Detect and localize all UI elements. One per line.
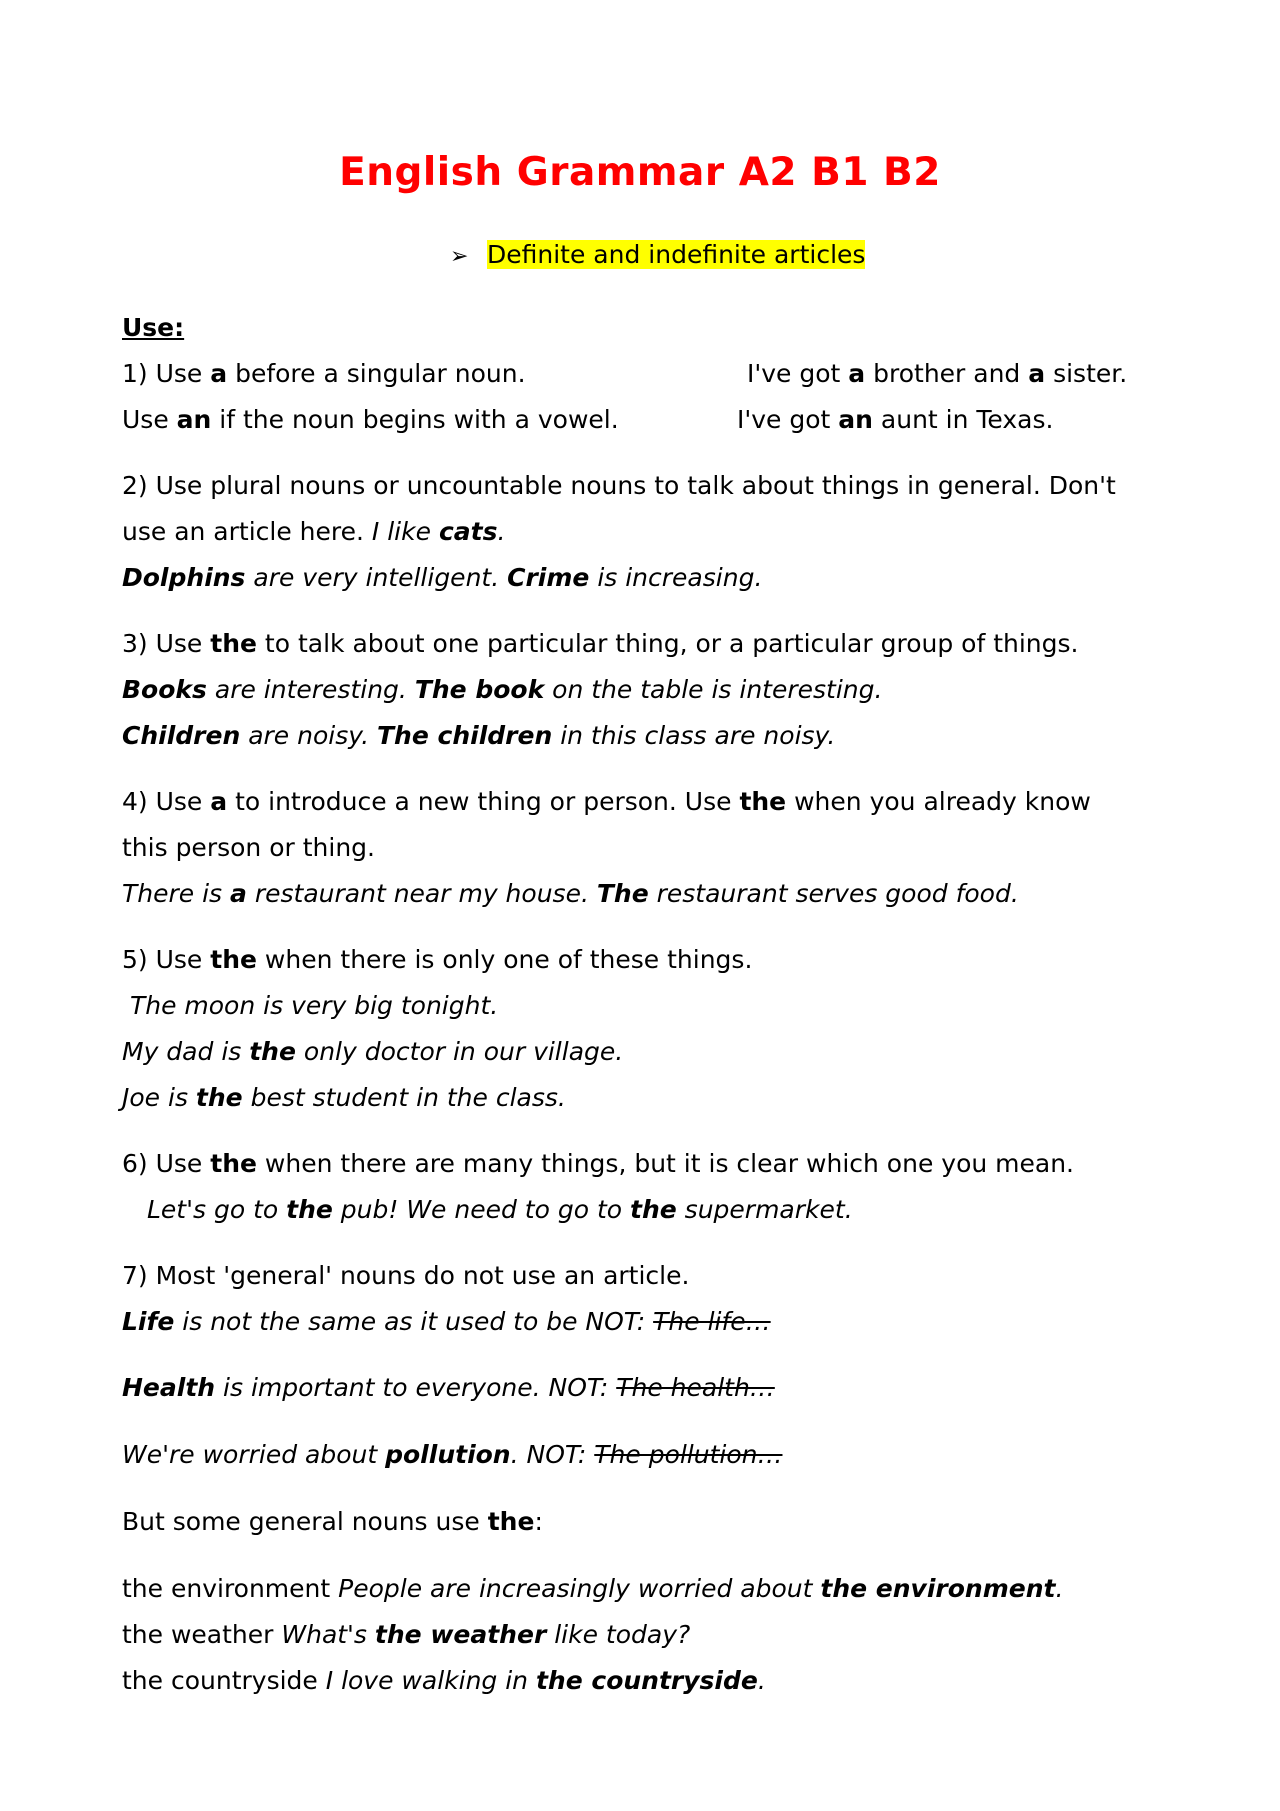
- text: a: [210, 787, 228, 816]
- general-noun-environment: [122, 1566, 1172, 1612]
- text: Joe is: [122, 1083, 196, 1112]
- text: Let's go to: [147, 1195, 287, 1224]
- text: The moon is very big tonight.: [122, 991, 499, 1020]
- text: the: [210, 629, 257, 658]
- text: restaurant near my house.: [246, 879, 597, 908]
- text: Health: [122, 1373, 216, 1402]
- text: brother and: [865, 359, 1029, 388]
- text: best student in the class.: [242, 1083, 566, 1112]
- text: pub! We need to go to: [332, 1195, 631, 1224]
- text: the: [630, 1195, 677, 1224]
- text: in this class are noisy.: [552, 721, 836, 750]
- rule-2-line-1: 2) Use plural nouns or uncountable nouns to talk about things in general. Don't: [122, 471, 1116, 500]
- text: a: [1028, 359, 1046, 388]
- text: the countryside: [535, 1666, 758, 1695]
- text: Books: [122, 675, 207, 704]
- text: to introduce a new thing or person. Use: [227, 787, 740, 816]
- text: 4) Use: [122, 787, 211, 816]
- text: the: [195, 1083, 243, 1112]
- use-label: Use:: [122, 313, 185, 342]
- page-title: English Grammar A2 B1 B2: [339, 150, 941, 195]
- arrow-bullet-icon: ➢: [450, 244, 469, 269]
- text: We're worried about: [122, 1440, 386, 1469]
- text: The book: [414, 675, 545, 704]
- text: the weather: [374, 1620, 547, 1649]
- text: the weather: [122, 1620, 282, 1649]
- rule-1-block: [122, 305, 1172, 443]
- text: I've got: [737, 405, 839, 434]
- text: the environment: [122, 1574, 339, 1603]
- strikethrough-text: The pollution…: [594, 1440, 783, 1469]
- rule-2-block: [122, 463, 1172, 601]
- rule-6-line-1: [122, 1141, 1172, 1187]
- text: 1) Use: [122, 359, 211, 388]
- text: There is: [122, 879, 231, 908]
- text: pollution: [385, 1440, 511, 1469]
- text: are noisy.: [240, 721, 377, 750]
- text: the environment: [820, 1574, 1056, 1603]
- text: . NOT:: [510, 1440, 595, 1469]
- text: a: [230, 879, 247, 908]
- rule-4-block: [122, 779, 1172, 917]
- rule-5-block: [122, 937, 1172, 1121]
- text: cats: [438, 517, 498, 546]
- text: the: [286, 1195, 333, 1224]
- section-heading: [450, 240, 865, 269]
- general-noun-weather: [122, 1612, 1172, 1658]
- rule-6-block: [122, 1141, 1172, 1233]
- text: only doctor in our village.: [295, 1037, 624, 1066]
- text: to talk about one particular thing, or a particular group of things.: [256, 629, 1079, 658]
- text: like today?: [546, 1620, 691, 1649]
- text: Use: [122, 405, 177, 434]
- text: .: [1055, 1574, 1064, 1603]
- text: I've got: [747, 359, 849, 388]
- text: the countryside: [122, 1666, 326, 1695]
- rule-5-line-2: [122, 983, 1172, 1029]
- rule-7-example-1: [122, 1299, 1172, 1345]
- text: What's: [281, 1620, 375, 1649]
- text: Dolphins: [122, 563, 246, 592]
- text: is not the same as it used to be NOT:: [174, 1307, 654, 1336]
- text: are very intelligent.: [245, 563, 508, 592]
- text: restaurant serves good food.: [648, 879, 1019, 908]
- rule-4-line-2: this person or thing.: [122, 833, 375, 862]
- text: Life: [122, 1307, 175, 1336]
- text: a: [210, 359, 228, 388]
- rule-3-line-1: [122, 621, 1172, 667]
- text: an: [176, 405, 212, 434]
- text: I like: [371, 517, 439, 546]
- text: The children: [377, 721, 553, 750]
- text: 6) Use: [122, 1149, 211, 1178]
- rule-3-line-3: [122, 713, 1172, 759]
- text: Crime: [507, 563, 590, 592]
- rule-4-line-3: [122, 871, 1172, 917]
- text: is important to everyone. NOT:: [215, 1373, 617, 1402]
- text: I love walking in: [325, 1666, 536, 1695]
- text: Children: [122, 721, 241, 750]
- text: the: [210, 1149, 257, 1178]
- text: if the noun begins with a vowel.: [211, 405, 619, 434]
- text: an: [838, 405, 873, 434]
- text: The: [596, 879, 649, 908]
- text: the: [249, 1037, 296, 1066]
- rule-1-line-2: [122, 397, 1172, 443]
- text: are interesting.: [206, 675, 415, 704]
- text: 5) Use: [122, 945, 211, 974]
- rule-1-example-1: [747, 351, 1127, 397]
- rule-7-line-1: 7) Most 'general' nouns do not use an article.: [122, 1261, 690, 1290]
- rule-7-example-3-block: [122, 1432, 1172, 1478]
- rule-7-example-2-block: [122, 1365, 1172, 1411]
- strikethrough-text: The health…: [616, 1373, 775, 1402]
- text: My dad is: [122, 1037, 250, 1066]
- rule-7-example-2: [122, 1365, 1172, 1411]
- text: People are increasingly worried about: [338, 1574, 821, 1603]
- rule-5-line-1: [122, 937, 1172, 983]
- rule-3-line-2: [122, 667, 1172, 713]
- rule-5-line-3: [122, 1029, 1172, 1075]
- rule-7-example-3: [122, 1432, 1172, 1478]
- text: use an article here.: [122, 517, 372, 546]
- text: aunt in Texas.: [872, 405, 1054, 434]
- text: the: [739, 787, 787, 816]
- text: sister.: [1045, 359, 1128, 388]
- text: But some general nouns use: [122, 1507, 488, 1536]
- use-label-line: [122, 305, 1172, 351]
- strikethrough-text: The life…: [653, 1307, 771, 1336]
- section-heading-text: Definite and indefinite articles: [487, 240, 866, 269]
- rule-7-general-nouns-block: [122, 1566, 1172, 1704]
- text: .: [757, 1666, 766, 1695]
- text: is increasing.: [589, 563, 763, 592]
- rule-5-line-4: [122, 1075, 1172, 1121]
- rule-4-line-1: [122, 779, 1172, 825]
- rule-7-but-line: [122, 1499, 1172, 1545]
- general-noun-countryside: [122, 1658, 1172, 1704]
- rule-1-line-1: [122, 351, 1172, 397]
- text: supermarket.: [676, 1195, 853, 1224]
- rule-2-line-2: [122, 509, 1172, 555]
- text: :: [534, 1507, 543, 1536]
- text: on the table is interesting.: [544, 675, 883, 704]
- text: .: [497, 517, 506, 546]
- rule-6-line-2: [122, 1187, 1172, 1233]
- rule-7-block: [122, 1253, 1172, 1345]
- rule-7-but-block: [122, 1499, 1172, 1545]
- text: when there are many things, but it is clear which one you mean.: [256, 1149, 1075, 1178]
- text: when there is only one of these things.: [256, 945, 753, 974]
- text: the: [210, 945, 257, 974]
- rule-3-block: [122, 621, 1172, 759]
- text: 3) Use: [122, 629, 211, 658]
- text: when you already know: [786, 787, 1091, 816]
- text: before a singular noun.: [227, 359, 526, 388]
- rule-2-line-3: [122, 555, 1172, 601]
- text: the: [487, 1507, 535, 1536]
- text: a: [848, 359, 866, 388]
- rule-1-example-2: [737, 397, 1053, 443]
